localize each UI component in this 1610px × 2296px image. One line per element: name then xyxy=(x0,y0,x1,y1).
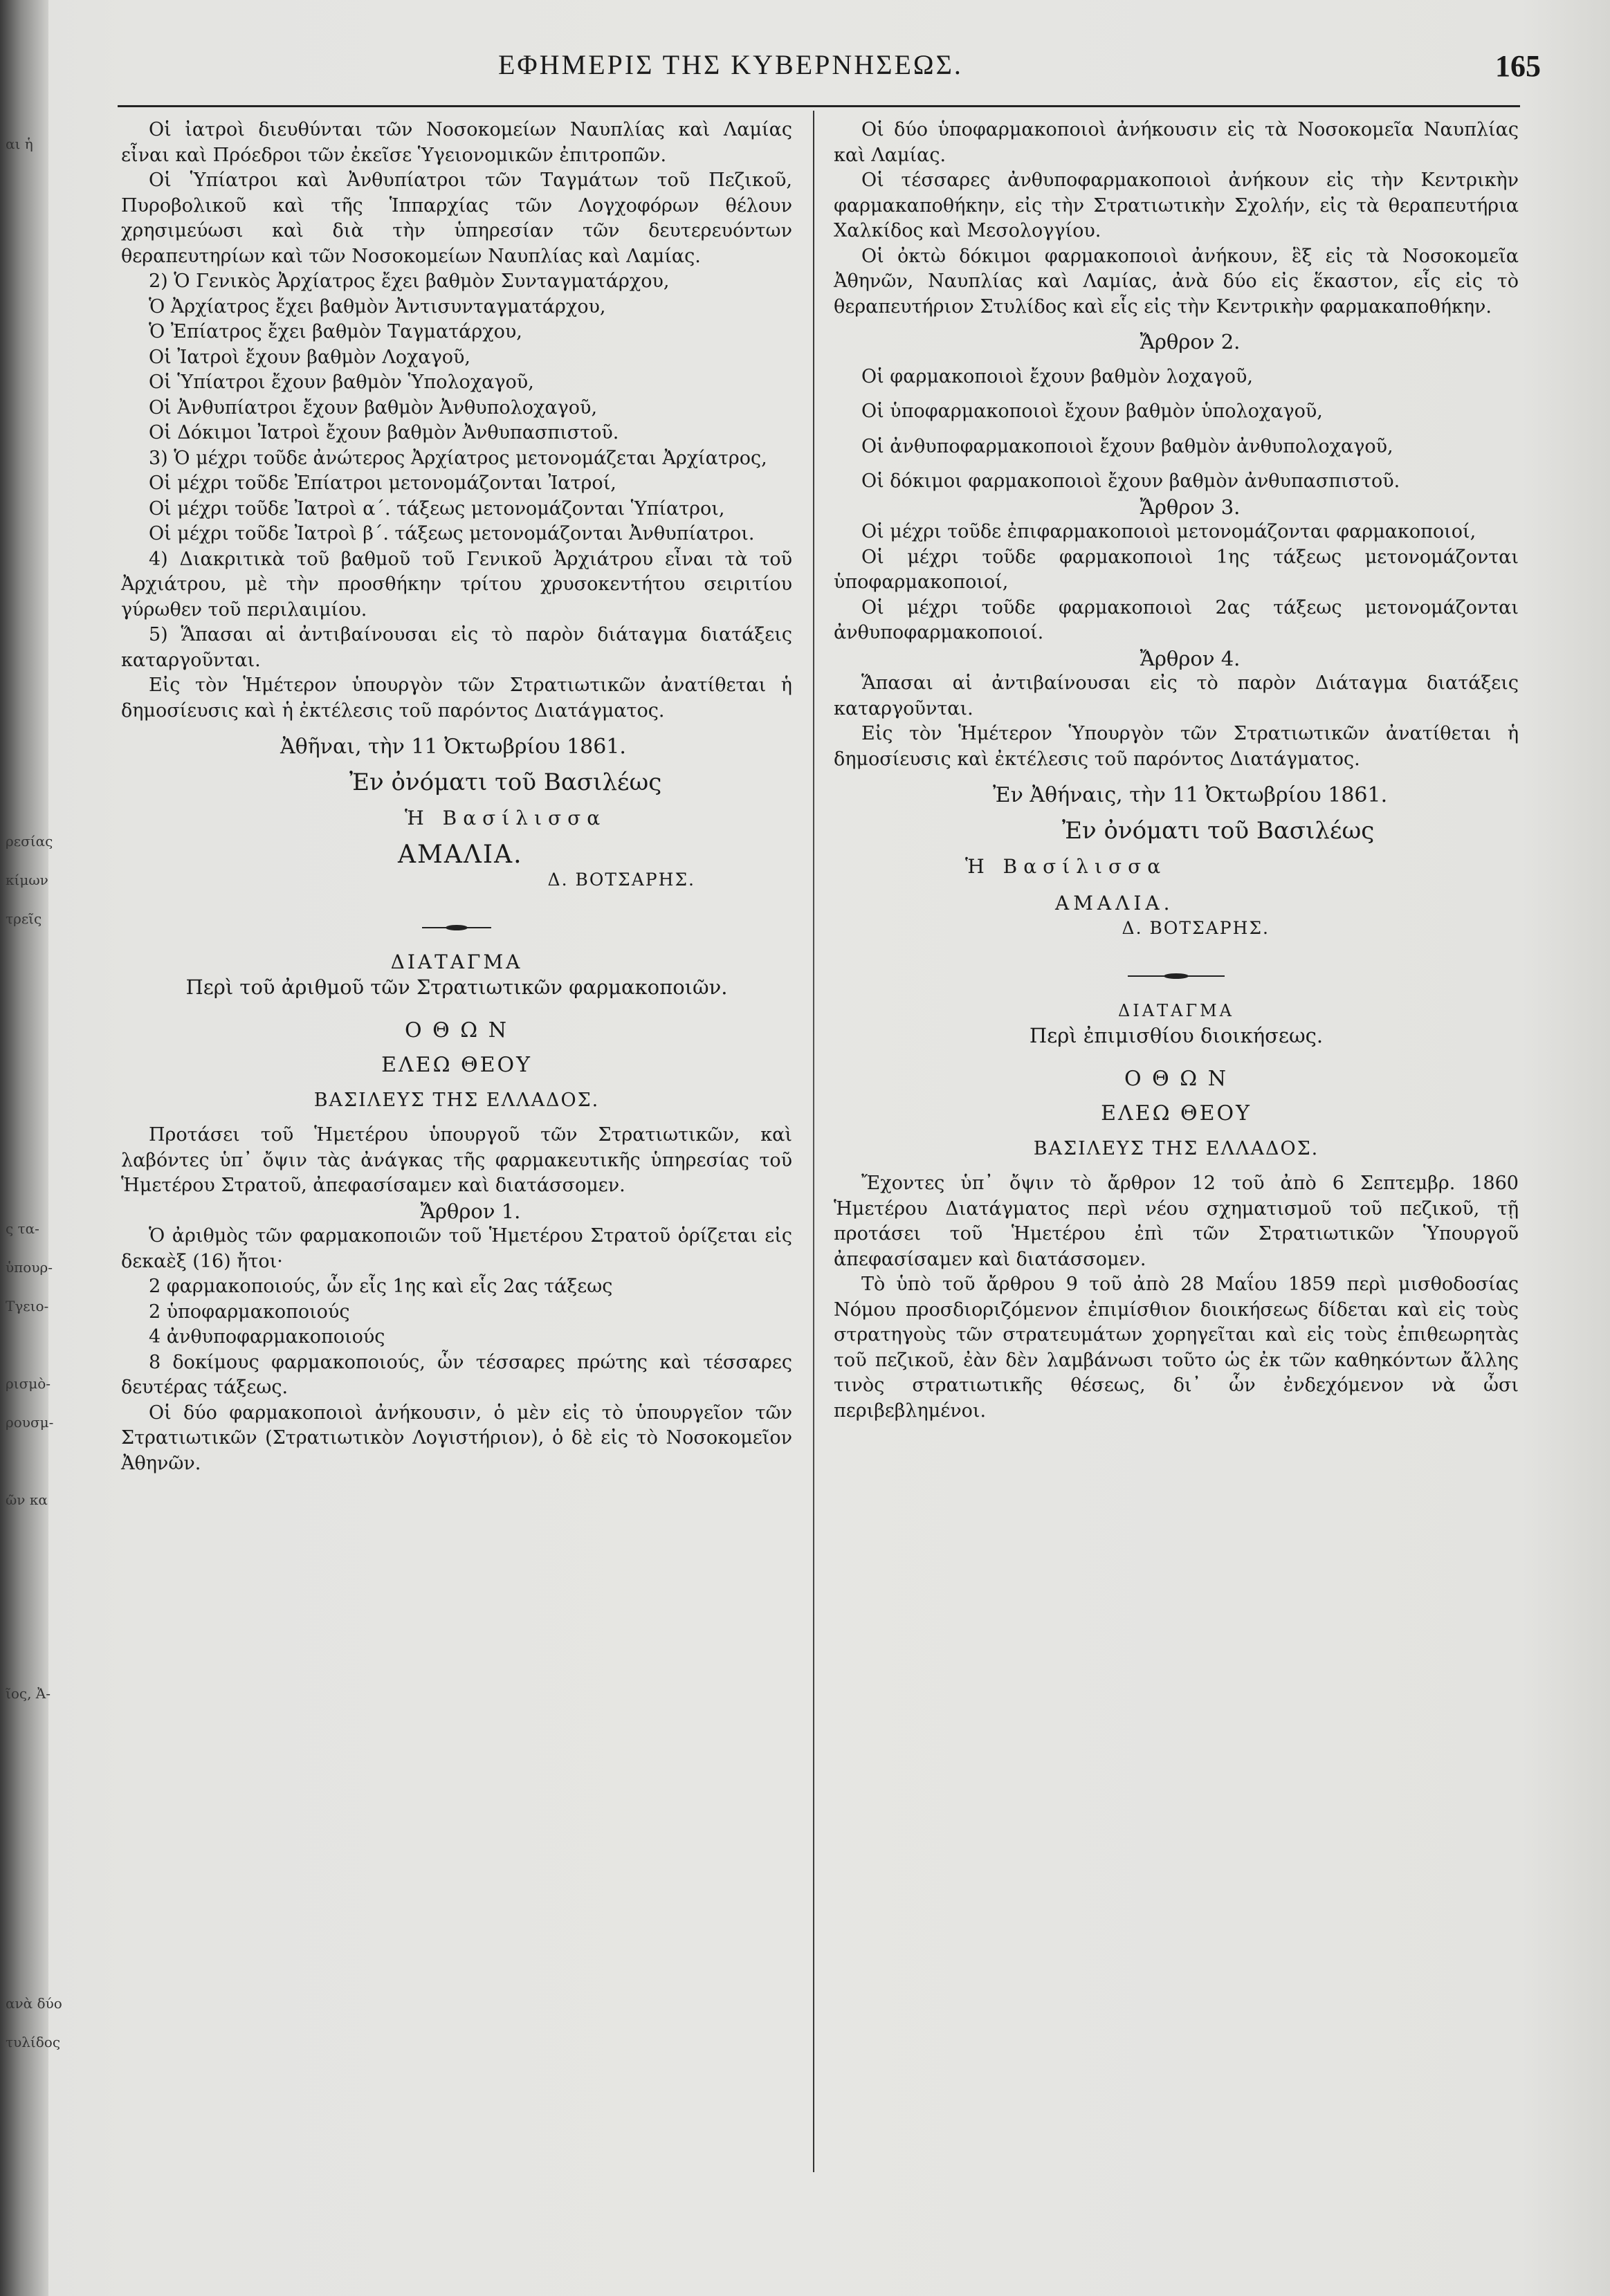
decree-title: ΔΙΑΤΑΓΜΑ xyxy=(1117,1000,1235,1020)
newspaper-title: ΕΦΗΜΕΡΙΣ ΤΗΣ ΚΥΒΕΡΝΗΣΕΩΣ. xyxy=(498,49,963,80)
paragraph: 3) Ὁ μέχρι τοῦδε ἀνώτερος Ἀρχίατρος μετονομάζεται Ἀρχίατρος, xyxy=(149,447,767,469)
in-name-of-king: Ἐν ὀνόματι τοῦ Βασιλέως xyxy=(1062,816,1375,845)
column-divider xyxy=(813,111,814,2172)
signature-minister: Δ. ΒΟΤΣΑΡΗΣ. xyxy=(547,870,695,890)
king-of-greece: ΒΑΣΙΛΕΥΣ ΤΗΣ ΕΛΛΑΔΟΣ. xyxy=(1033,1137,1319,1159)
rank-line: Οἱ φαρμακοποιοὶ ἔχουν βαθμὸν λοχαγοῦ, xyxy=(861,365,1253,387)
paragraph: 5) Ἅπασαι αἱ ἀντιβαίνουσαι εἰς τὸ παρὸν διάταγμα διατάξεις καταργοῦνται. xyxy=(121,624,792,671)
paragraph: Οἱ μέχρι τοῦδε φαρμακοποιοὶ 2ας τάξεως μετονομάζονται ἀνθυποφαρμακοποιοί. xyxy=(834,596,1519,643)
decree-date: Ἀθῆναι, τὴν 11 Ὀκτωβρίου 1861. xyxy=(280,735,626,759)
ornament-rule-icon xyxy=(381,924,533,932)
paragraph: Οἱ Ὑπίατροι καὶ Ἀνθυπίατροι τῶν Ταγμάτων τοῦ Πεζικοῦ, Πυροβολικοῦ καὶ τῆς Ἱππαρχίας τῶν Λογχοφόρων θέλουν χρησιμεύωσι καὶ διὰ τὴν ὑπηρεσίαν τῶν δευτερευόντων θεραπευτηρίων καὶ τῶν Νοσοκομείων Ναυπλίας καὶ Λαμίας. xyxy=(121,169,792,267)
signature-minister: Δ. ΒΟΤΣΑΡΗΣ. xyxy=(1122,918,1270,938)
paragraph: 4) Διακριτικὰ τοῦ βαθμοῦ τοῦ Γενικοῦ Ἀρχιάτρου εἶναι τὰ τοῦ Ἀρχιάτρου, μὲ τὴν προσθήκην τρίτου χρυσοκεντήτου σειριτίου γύρωθεν τοῦ περιλαιμίου. xyxy=(121,548,792,621)
ornament-rule-icon xyxy=(1100,972,1252,980)
decree-date: Ἐν Ἀθήναις, τὴν 11 Ὀκτωβρίου 1861. xyxy=(993,783,1388,807)
by-grace-of-god: ΕΛΕΩ ΘΕΟΥ xyxy=(1101,1101,1252,1126)
king-of-greece: ΒΑΣΙΛΕΥΣ ΤΗΣ ΕΛΛΑΔΟΣ. xyxy=(313,1089,600,1111)
paragraph: Οἱ ἰατροὶ διευθύνται τῶν Νοσοκομείων Ναυπλίας καὶ Λαμίας εἶναι καὶ Πρόεδροι τῶν ἐκεῖσε Ὑγειονομικῶν ἐπιτροπῶν. xyxy=(121,119,792,166)
queen-title: Ἡ Βασίλισσα xyxy=(405,807,607,829)
rename-line: Οἱ μέχρι τοῦδε Ἰατροὶ α΄. τάξεως μετονομάζονται Ὑπίατροι, xyxy=(149,497,725,520)
rank-line: Οἱ δόκιμοι φαρμακοποιοὶ ἔχουν βαθμὸν ἀνθυπασπιστοῦ. xyxy=(861,470,1400,492)
rank-line: Ὁ Ἐπίατρος ἔχει βαθμὸν Ταγματάρχου, xyxy=(149,321,522,342)
in-name-of-king: Ἐν ὀνόματι τοῦ Βασιλέως xyxy=(349,768,662,796)
article-heading: Ἄρθρον 4. xyxy=(1140,646,1241,670)
queen-title: Ἡ Βασίλισσα xyxy=(965,855,1167,878)
left-column xyxy=(121,118,792,1476)
rank-line: Οἱ Ἰατροὶ ἔχουν βαθμὸν Λοχαγοῦ, xyxy=(149,346,470,368)
article-heading: Ἄρθρον 1. xyxy=(420,1199,521,1223)
page-number: 165 xyxy=(1495,49,1541,83)
signature-amalia: ΑΜΑΛΙΑ. xyxy=(1055,891,1174,915)
paragraph: Οἱ μέχρι τοῦδε ἐπιφαρμακοποιοὶ μετονομάζονται φαρμακοποιοί, xyxy=(861,521,1476,542)
rank-line: Οἱ Ὑπίατροι ἔχουν βαθμὸν Ὑπολοχαγοῦ, xyxy=(149,371,534,393)
paragraph: Ἅπασαι αἱ ἀντιβαίνουσαι εἰς τὸ παρὸν Διάταγμα διατάξεις καταργοῦνται. xyxy=(834,672,1519,719)
signature-amalia: ΑΜΑΛΙΑ. xyxy=(398,840,523,869)
king-name: Ο Θ Ω Ν xyxy=(405,1018,509,1043)
decree-subject: Περὶ ἐπιμισθίου διοικήσεως. xyxy=(1029,1024,1324,1047)
paragraph: Τὸ ὑπὸ τοῦ ἄρθρου 9 τοῦ ἀπὸ 28 Μαΐου 1859 περὶ μισθοδοσίας Νόμου προσδιοριζόμενον ἐπιμίσθιον διοικήσεως δίδεται καὶ εἰς τοὺς στρατηγοὺς τῶν στρατευμάτων χορηγεῖται καὶ εἰς τοὺς ἐπιθεωρητὰς τοῦ πεζικοῦ, ἐὰν δὲν λαμβάνωσι τοῦτο ὡς ἐκ τῶν καθηκόντων ἄλλης τινὸς στρατιωτικῆς θέσεως, δι᾽ ὧν ἐνδεχόμενον νὰ ὦσι περιβεβλημένοι. xyxy=(834,1274,1519,1422)
decree-title: ΔΙΑΤΑΓΜΑ xyxy=(390,950,523,973)
rank-line: Ὁ Ἀρχίατρος ἔχει βαθμὸν Ἀντισυνταγματάρχου, xyxy=(149,295,606,318)
paragraph: Εἰς τὸν Ἡμέτερον Ὑπουργὸν τῶν Στρατιωτικῶν ἀνατίθεται ἡ δημοσίευσις καὶ ἐκτέλεσις τοῦ παρόντος Διατάγματος. xyxy=(834,723,1519,770)
paragraph: 2) Ὁ Γενικὸς Ἀρχίατρος ἔχει βαθμὸν Συνταγματάρχου, xyxy=(149,270,670,292)
paragraph: Ὁ ἀριθμὸς τῶν φαρμακοποιῶν τοῦ Ἡμετέρου Στρατοῦ ὁρίζεται εἰς δεκαὲξ (16) ἤτοι· xyxy=(121,1225,792,1272)
decree-subject: Περὶ τοῦ ἀριθμοῦ τῶν Στρατιωτικῶν φαρμακοποιῶν. xyxy=(185,975,728,999)
list-item: 2 φαρμακοποιούς, ὧν εἷς 1ης καὶ εἷς 2ας τάξεως xyxy=(149,1276,613,1297)
rename-line: Οἱ μέχρι τοῦδε Ἐπίατροι μετονομάζονται Ἰατροί, xyxy=(149,472,616,494)
list-item: 2 ὑποφαρμακοποιούς xyxy=(149,1301,350,1323)
article-heading: Ἄρθρον 2. xyxy=(1140,330,1241,353)
paragraph: Προτάσει τοῦ Ἡμετέρου ὑπουργοῦ τῶν Στρατιωτικῶν, καὶ λαβόντες ὑπ᾽ ὄψιν τὰς ἀνάγκας τῆς φαρμακευτικῆς ὑπηρεσίας τοῦ Ἡμετέρου Στρατοῦ, ἀπεφασίσαμεν καὶ διατάσσομεν. xyxy=(121,1124,792,1196)
header-rule xyxy=(118,105,1520,107)
rename-line: Οἱ μέχρι τοῦδε Ἰατροὶ β΄. τάξεως μετονομάζονται Ἀνθυπίατροι. xyxy=(149,523,755,544)
paragraph: Οἱ δύο ὑποφαρμακοποιοὶ ἀνήκουσιν εἰς τὰ Νοσοκομεῖα Ναυπλίας καὶ Λαμίας. xyxy=(834,119,1519,166)
rank-line: Οἱ Δόκιμοι Ἰατροὶ ἔχουν βαθμὸν Ἀνθυπασπιστοῦ. xyxy=(149,422,619,443)
list-item: 4 ἀνθυποφαρμακοποιούς xyxy=(149,1326,385,1348)
rank-line: Οἱ Ἀνθυπίατροι ἔχουν βαθμὸν Ἀνθυπολοχαγοῦ, xyxy=(149,396,598,419)
facing-page-fragments: αι ἡ ρεσίας κίμων τρεῖς ς τα- ὑπουρ- Τγειο- ρισμὸ- ρουσμ- ῶν κα ῖος, Ἀ- ανὰ δύο τυλίδος xyxy=(6,136,62,2050)
rank-line: Οἱ ὑποφαρμακοποιοὶ ἔχουν βαθμὸν ὑπολοχαγοῦ, xyxy=(861,401,1323,422)
paragraph: Εἰς τὸν Ἡμέτερον ὑπουργὸν τῶν Στρατιωτικῶν ἀνατίθεται ἡ δημοσίευσις καὶ ἡ ἐκτέλεσις τοῦ παρόντος Διατάγματος. xyxy=(121,674,792,722)
paragraph: Οἱ δύο φαρμακοποιοὶ ἀνήκουσιν, ὁ μὲν εἰς τὸ ὑπουργεῖον τῶν Στρατιωτικῶν (Στρατιωτικὸν Λογιστήριον), ὁ δὲ εἰς τὸ Νοσοκομεῖον Ἀθηνῶν. xyxy=(121,1402,792,1474)
paragraph: Οἱ τέσσαρες ἀνθυποφαρμακοποιοὶ ἀνήκουν εἰς τὴν Κεντρικὴν φαρμακαποθήκην, εἰς τὴν Στρατιωτικὴν Σχολήν, εἰς τὰ θεραπευτήρια Χαλκίδος καὶ Μεσολογγίου. xyxy=(834,169,1519,241)
rank-line: Οἱ ἀνθυποφαρμακοποιοὶ ἔχουν βαθμὸν ἀνθυπολοχαγοῦ, xyxy=(861,435,1393,457)
page-header xyxy=(104,48,1541,90)
paragraph: Οἱ μέχρι τοῦδε φαρμακοποιοὶ 1ης τάξεως μετονομάζονται ὑποφαρμακοποιοί, xyxy=(834,546,1519,593)
article-heading: Ἄρθρον 3. xyxy=(1140,495,1241,519)
paragraph: Οἱ ὀκτὼ δόκιμοι φαρμακοποιοὶ ἀνήκουν, ἓξ εἰς τὰ Νοσοκομεῖα Ἀθηνῶν, Ναυπλίας καὶ Λαμίας, ἀνὰ δύο εἰς ἕκαστον, εἷς εἰς τὸ θεραπευτήριον Στυλίδος καὶ εἷς εἰς τὴν Κεντρικὴν φαρμακαποθήκην. xyxy=(834,245,1519,318)
king-name: Ο Θ Ω Ν xyxy=(1124,1066,1228,1091)
by-grace-of-god: ΕΛΕΩ ΘΕΟΥ xyxy=(381,1053,532,1077)
paragraph: Ἔχοντες ὑπ᾽ ὄψιν τὸ ἄρθρον 12 τοῦ ἀπὸ 6 Σεπτεμβρ. 1860 Ἡμετέρου Διατάγματος περὶ νέου σχηματισμοῦ τοῦ πεζικοῦ, τῇ προτάσει τοῦ Ἡμετέρου ἐπὶ τῶν Στρατιωτικῶν Ὑπουργοῦ ἀπεφασίσαμεν καὶ διατάσσομεν. xyxy=(834,1173,1519,1270)
paragraph: 8 δοκίμους φαρμακοποιούς, ὧν τέσσαρες πρώτης καὶ τέσσαρες δευτέρας τάξεως. xyxy=(121,1351,792,1398)
right-column xyxy=(834,118,1519,1424)
